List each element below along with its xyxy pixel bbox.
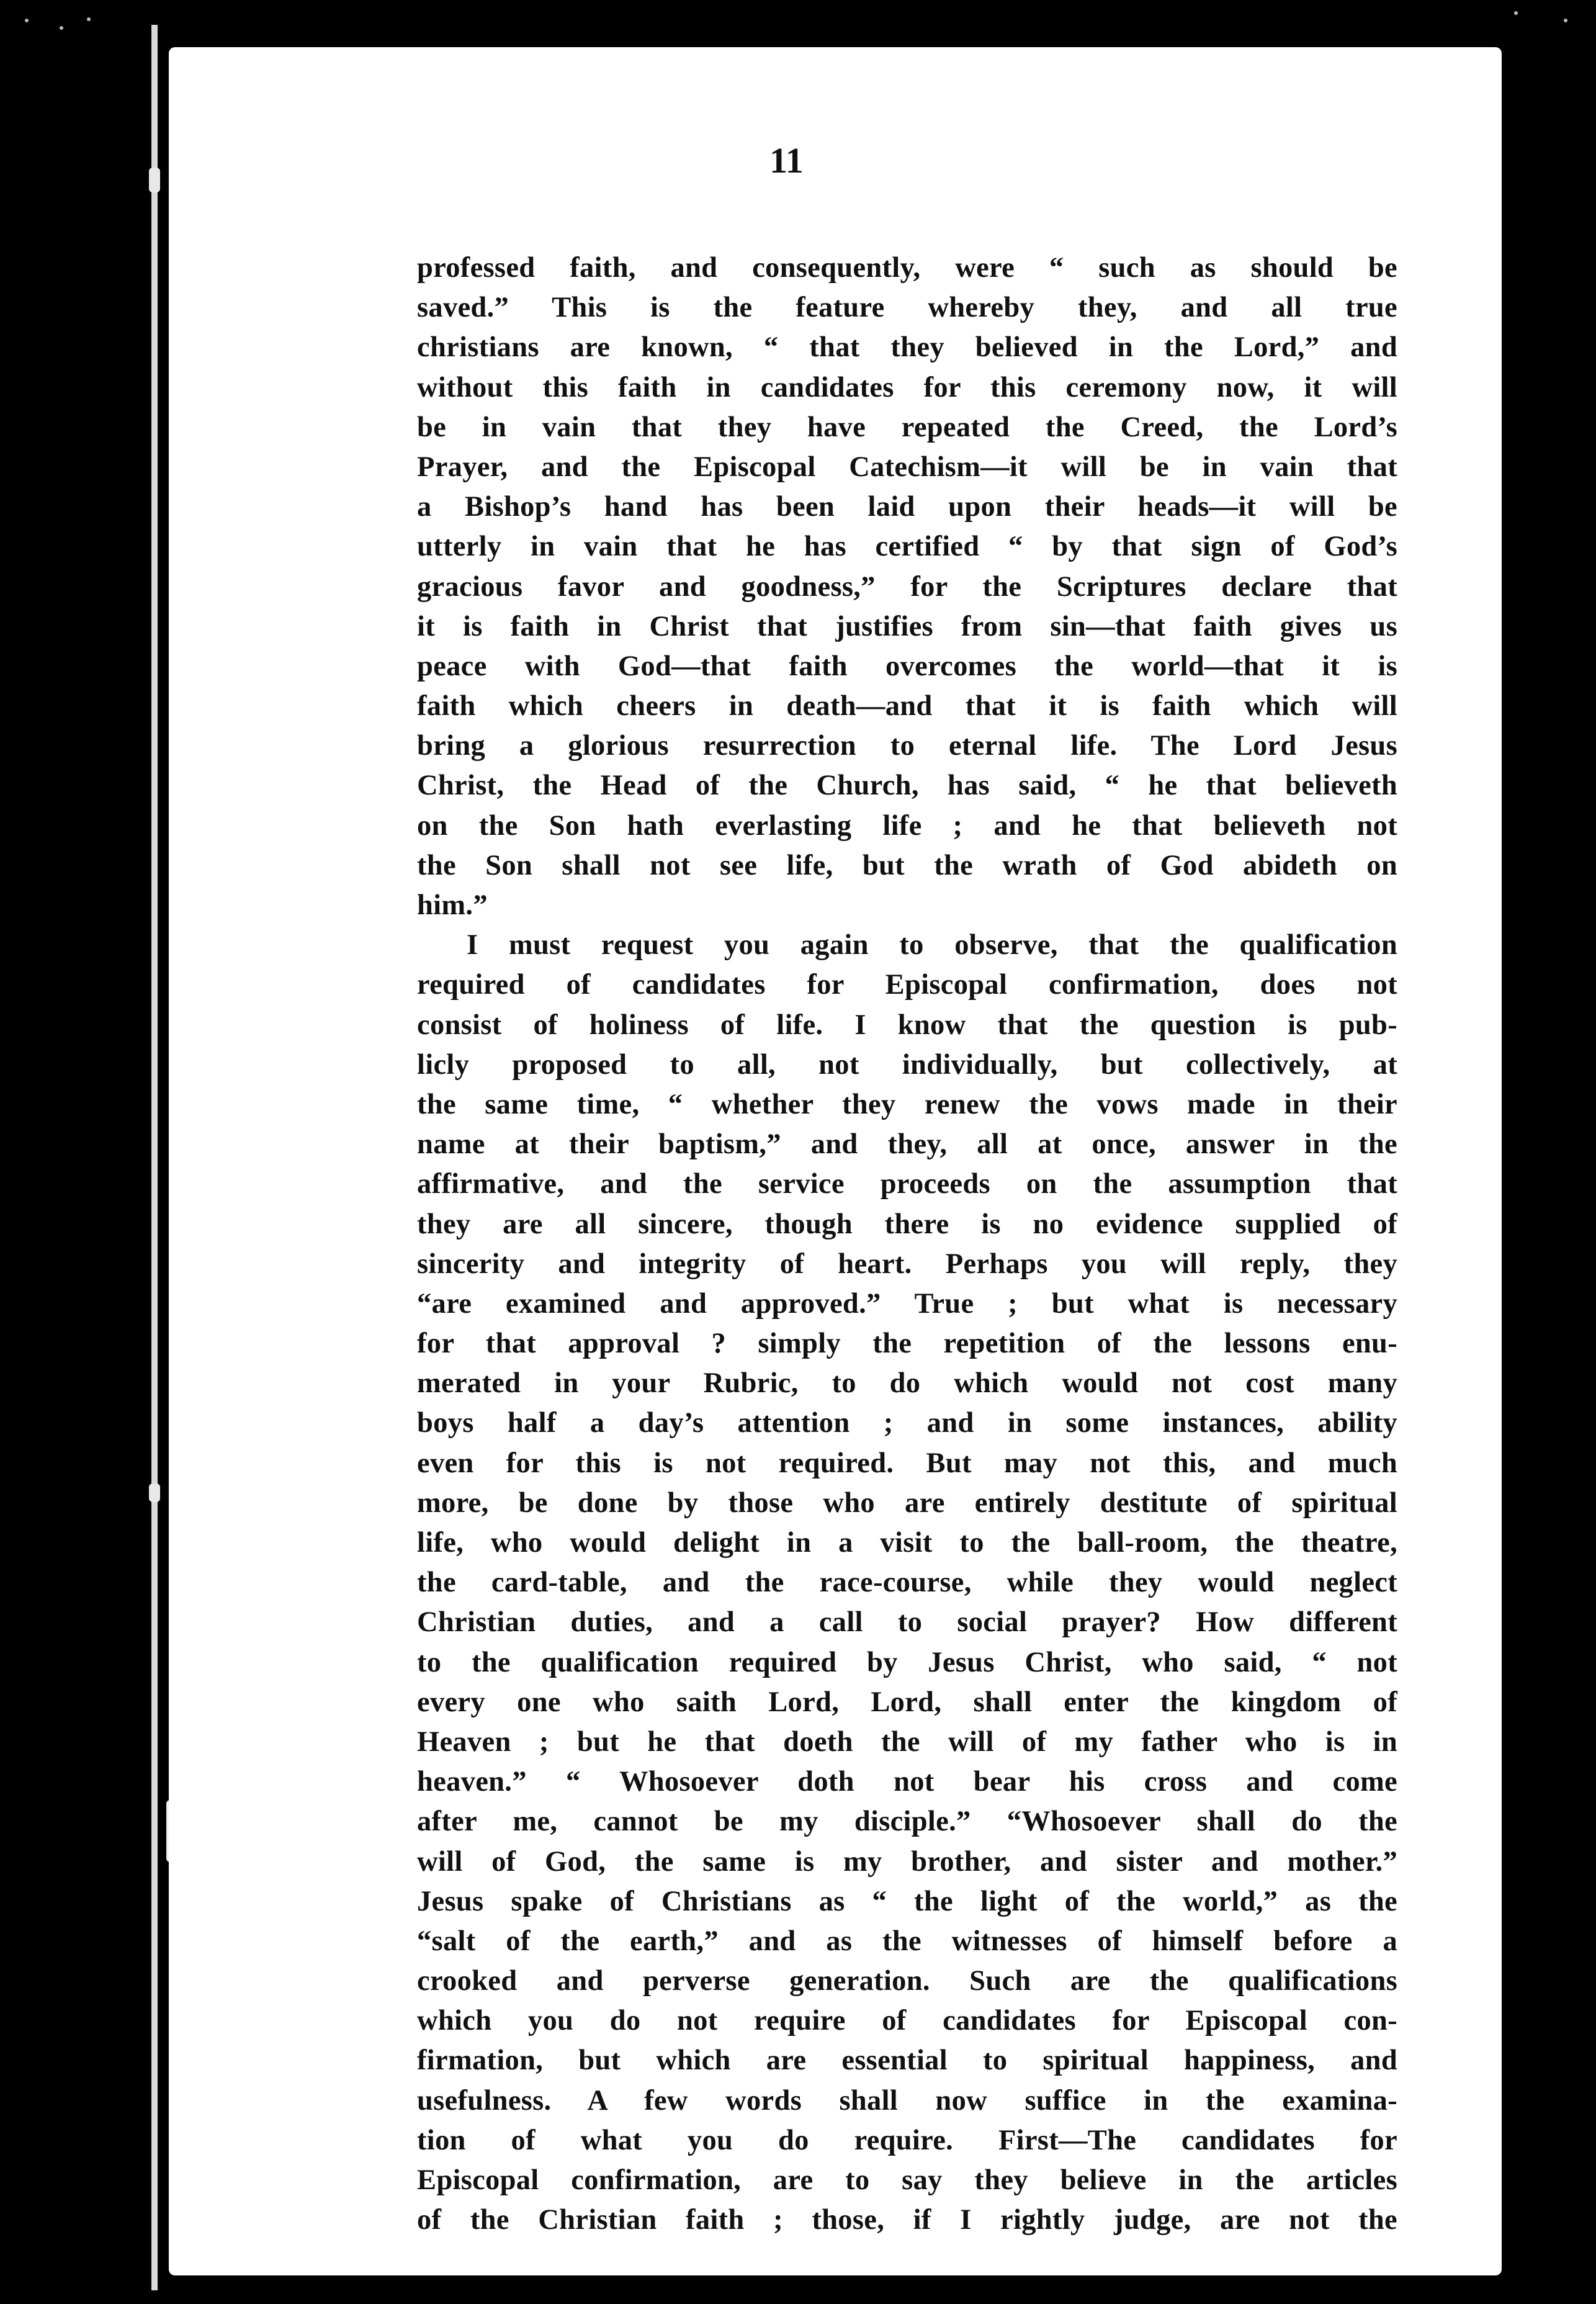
text-line: which you do not require of candidates for Episcopal con- — [417, 2005, 1397, 2037]
body-text — [417, 248, 1397, 2240]
text-line: they are all sincere, though there is no evidence supplied of — [417, 1208, 1397, 1240]
text-line: the Son shall not see life, but the wrath of God abideth on — [417, 849, 1397, 881]
text-line: after me, cannot be my disciple.” “Whosoever shall do the — [417, 1806, 1397, 1838]
text-line: usefulness. A few words shall now suffice in the examina- — [417, 2084, 1397, 2117]
text-line: for that approval ? simply the repetition of the lessons enu- — [417, 1328, 1397, 1360]
text-line: Christian duties, and a call to social prayer? How different — [417, 1606, 1397, 1639]
text-line: more, be done by those who are entirely destitute of spiritual — [417, 1487, 1397, 1519]
text-line: peace with God—that faith overcomes the world—that it is — [417, 650, 1397, 682]
text-line: without this faith in candidates for this ceremony now, it will — [417, 371, 1397, 403]
text-line: utterly in vain that he has certified “ by that sign of God’s — [417, 531, 1397, 563]
speck — [60, 26, 63, 30]
text-line: consist of holiness of life. I know that the question is pub- — [417, 1009, 1397, 1041]
text-line: Prayer, and the Episcopal Catechism—it will be in vain that — [417, 451, 1397, 483]
book-binding-edge — [151, 25, 158, 2290]
text-line: “are examined and approved.” True ; but what is necessary — [417, 1287, 1397, 1320]
text-line: the same time, “ whether they renew the vows made in their — [417, 1088, 1397, 1120]
text-line: even for this is not required. But may not this, and much — [417, 1447, 1397, 1479]
text-line: Jesus spake of Christians as “ the light of the world,” as the — [417, 1885, 1397, 1917]
text-line: licly proposed to all, not individually, but collectively, at — [417, 1048, 1397, 1081]
text-line: name at their baptism,” and they, all at once, answer in the — [417, 1128, 1397, 1161]
text-line: Episcopal confirmation, are to say they believe in the articles — [417, 2164, 1397, 2196]
text-line: merated in your Rubric, to do which would not cost many — [417, 1367, 1397, 1400]
text-line: required of candidates for Episcopal confirmation, does not — [417, 969, 1397, 1001]
binding-mark — [149, 1483, 160, 1502]
text-line: boys half a day’s attention ; and in some instances, ability — [417, 1407, 1397, 1439]
text-line: “salt of the earth,” and as the witnesses of himself before a — [417, 1925, 1397, 1957]
text-line: of the Christian faith ; those, if I rightly judge, are not the — [417, 2204, 1397, 2236]
text-line: it is faith in Christ that justifies from sin—that faith gives us — [417, 610, 1397, 642]
text-line: gracious favor and goodness,” for the Scriptures declare that — [417, 570, 1397, 603]
text-line: I must request you again to observe, that the qualification — [467, 929, 1397, 961]
speck — [25, 19, 29, 22]
binding-mark — [149, 168, 160, 192]
text-line: Christ, the Head of the Church, has said, “ he that believeth — [417, 770, 1397, 802]
text-line: a Bishop’s hand has been laid upon their heads—it will be — [417, 491, 1397, 523]
text-line: affirmative, and the service proceeds on the assumption that — [417, 1168, 1397, 1200]
speck — [1564, 19, 1567, 22]
speck — [87, 17, 91, 21]
text-line: on the Son hath everlasting life ; and he that believeth not — [417, 809, 1397, 842]
text-line: faith which cheers in death—and that it is faith which will — [417, 690, 1397, 722]
text-line: sincerity and integrity of heart. Perhaps you will reply, they — [417, 1248, 1397, 1280]
text-line: heaven.” “ Whosoever doth not bear his cross and come — [417, 1766, 1397, 1798]
text-line: life, who would delight in a visit to the ball-room, the theatre, — [417, 1527, 1397, 1559]
text-line: christians are known, “ that they believed in the Lord,” and — [417, 331, 1397, 364]
text-line: every one who saith Lord, Lord, shall enter the kingdom of — [417, 1686, 1397, 1718]
text-line: the card-table, and the race-course, while they would neglect — [417, 1567, 1397, 1599]
speck — [1514, 11, 1518, 15]
text-line: Heaven ; but he that doeth the will of my father who is in — [417, 1726, 1397, 1758]
text-line: professed faith, and consequently, were “ such as should be — [417, 252, 1397, 284]
text-line: tion of what you do require. First—The candidates for — [417, 2124, 1397, 2156]
text-line: firmation, but which are essential to spiritual happiness, and — [417, 2045, 1397, 2077]
text-line: be in vain that they have repeated the Creed, the Lord’s — [417, 411, 1397, 443]
text-line: saved.” This is the feature whereby they, and all true — [417, 292, 1397, 324]
text-line: to the qualification required by Jesus Christ, who said, “ not — [417, 1646, 1397, 1678]
text-line: will of God, the same is my brother, and sister and mother.” — [417, 1845, 1397, 1878]
page-number: 11 — [769, 140, 804, 181]
text-line: bring a glorious resurrection to eternal life. The Lord Jesus — [417, 730, 1397, 762]
text-line: him.” — [417, 889, 488, 921]
text-line: crooked and perverse generation. Such are the qualifications — [417, 1965, 1397, 1997]
